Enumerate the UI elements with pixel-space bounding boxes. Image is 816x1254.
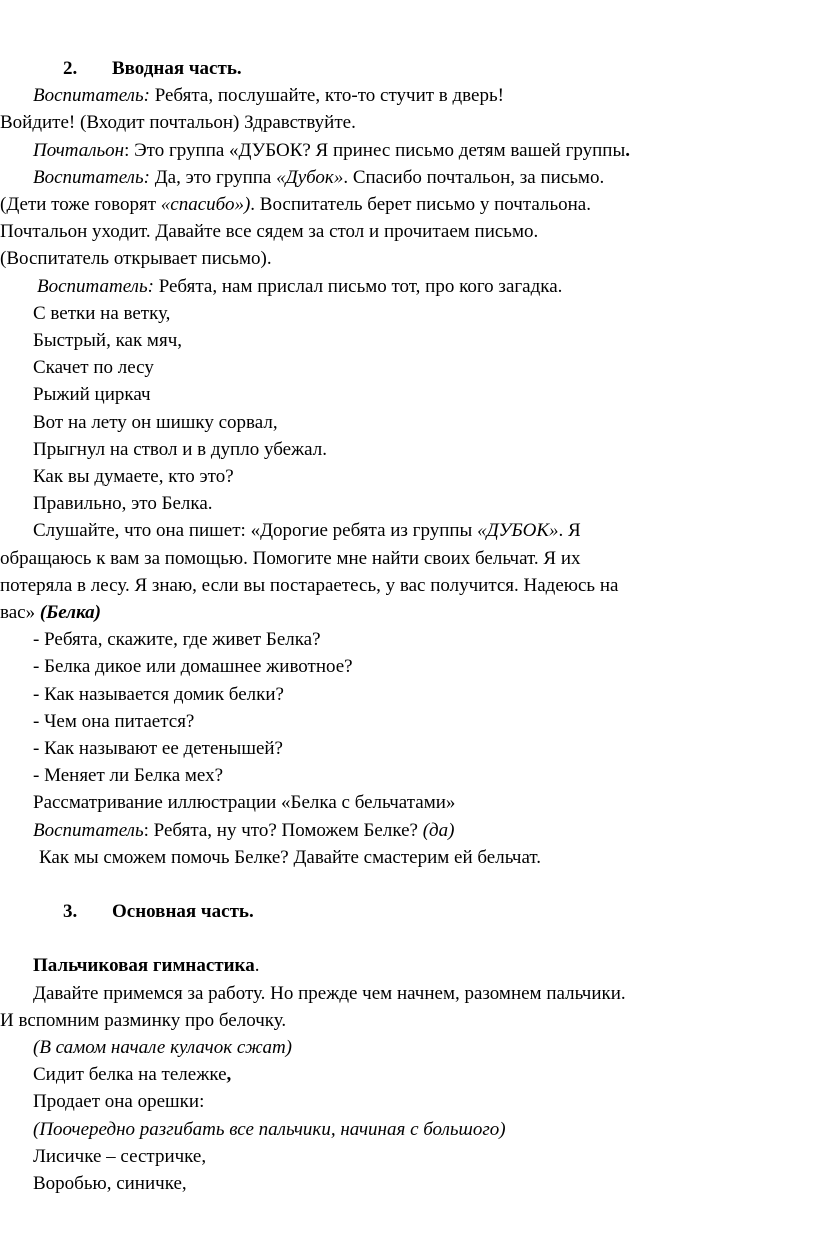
paragraph-line — [0, 273, 816, 300]
paragraph-line — [0, 245, 816, 272]
riddle-line: Быстрый, как мяч, — [33, 330, 183, 352]
speaker-label: Воспитатель — [33, 819, 144, 841]
list-item: - Меняет ли Белка мех? — [33, 765, 224, 787]
section-3-heading — [0, 898, 816, 925]
line-text: : Это группа «ДУБОК? Я принес письмо детям вашей группы — [124, 139, 626, 161]
riddle-line: Как вы думаете, кто это? — [33, 466, 234, 488]
line-text: Войдите! (Входит почтальон) Здравствуйте. — [0, 112, 356, 134]
line-text: . Я — [558, 520, 581, 542]
riddle-block — [0, 300, 816, 518]
questions-list — [0, 626, 816, 789]
list-item: - Чем она питается? — [33, 710, 195, 732]
verse-line: Лисичке – сестричке, — [33, 1145, 207, 1167]
verse-line — [0, 1061, 816, 1088]
section-3-title: Основная часть. — [112, 901, 254, 923]
line-text: : Ребята, ну что? Поможем Белке? — [143, 819, 423, 841]
line-text: вас» — [0, 602, 40, 624]
paragraph-line: Давайте примемся за работу. Но прежде чем начнем, разомнем пальчики. — [33, 982, 626, 1004]
paragraph-line — [0, 817, 816, 844]
line-text: (Поочередно разгибать все пальчики, начиная с большого) — [33, 1118, 506, 1140]
riddle-line: Вот на лету он шишку сорвал, — [33, 411, 278, 433]
riddle-line: Рыжий циркач — [33, 384, 151, 406]
list-item: - Белка дикое или домашнее животное? — [33, 656, 353, 678]
line-text: . — [625, 139, 630, 161]
instruction-note — [0, 1034, 816, 1061]
section-3-number: 3. — [63, 901, 78, 923]
riddle-line: Скачет по лесу — [33, 357, 154, 379]
spacer — [0, 871, 816, 898]
line-text: Ребята, послушайте, кто-то стучит в дверь! — [149, 85, 504, 107]
section-2-number: 2. — [63, 58, 78, 79]
paragraph-line: потеряла в лесу. Я знаю, если вы постараетесь, у вас получится. Надеюсь на — [0, 574, 619, 596]
speaker-label: Почтальон — [33, 139, 125, 161]
paragraph-line — [0, 218, 816, 245]
paragraph-line — [0, 599, 816, 626]
riddle-line: Прыгнул на ствол и в дупло убежал. — [33, 438, 328, 460]
line-text: (В самом начале кулачок сжат) — [33, 1036, 293, 1058]
line-text: «Дубок» — [276, 166, 344, 188]
gymnastics-heading — [0, 952, 816, 979]
signature-text: (Белка) — [39, 602, 101, 624]
verse-line: Воробью, синичке, — [33, 1172, 187, 1194]
letter-block — [0, 517, 816, 626]
paragraph-line: И вспомним разминку про белочку. — [0, 1009, 287, 1031]
gymnastics-title: Пальчиковая гимнастика — [33, 955, 255, 977]
paragraph-line — [0, 137, 816, 164]
line-text: (Дети тоже говорят — [0, 194, 161, 216]
line-text: . Воспитатель берет письмо у почтальона. — [250, 194, 591, 216]
paragraph-line — [0, 109, 816, 136]
paragraph-line: обращаюсь к вам за помощью. Помогите мне найти своих бельчат. Я их — [0, 547, 581, 569]
spacer — [0, 925, 816, 952]
line-text: (да) — [422, 819, 455, 841]
instruction-note — [0, 1116, 816, 1143]
line-text: . — [254, 955, 260, 977]
line-text: (Воспитатель открывает письмо). — [0, 248, 272, 270]
section-2-heading — [0, 55, 816, 82]
line-text: Слушайте, что она пишет: «Дорогие ребята из группы — [33, 520, 478, 542]
verse-line: Продает она орешки: — [33, 1091, 205, 1113]
paragraph-line — [0, 164, 816, 191]
speaker-label: Воспитатель: — [37, 275, 154, 297]
line-text: «ДУБОК» — [477, 520, 559, 542]
line-text: . Спасибо почтальон, за письмо. — [343, 166, 605, 188]
line-text: Да, это группа — [149, 166, 277, 188]
riddle-line: С ветки на ветку, — [33, 302, 171, 324]
section-2-title: Вводная часть. — [112, 58, 242, 79]
line-text: Ребята, нам прислал письмо тот, про кого загадка. — [153, 275, 563, 297]
riddle-line: Правильно, это Белка. — [33, 493, 213, 515]
list-item: - Как называют ее детенышей? — [33, 738, 283, 760]
speaker-label: Воспитатель: — [33, 166, 150, 188]
line-text: Сидит белка на тележке — [33, 1064, 227, 1086]
line-text: «спасибо») — [160, 194, 251, 216]
line-text: , — [226, 1064, 232, 1086]
paragraph-line — [0, 191, 816, 218]
list-item: - Как называется домик белки? — [33, 683, 284, 705]
list-item: - Ребята, скажите, где живет Белка? — [33, 629, 321, 651]
paragraph-line: Рассматривание иллюстрации «Белка с бельчатами» — [33, 792, 456, 814]
speaker-label: Воспитатель: — [33, 85, 150, 107]
paragraph-line — [0, 82, 816, 109]
paragraph-line: Как мы сможем помочь Белке? Давайте смастерим ей бельчат. — [39, 846, 542, 868]
line-text: Почтальон уходит. Давайте все сядем за стол и прочитаем письмо. — [0, 221, 539, 243]
paragraph-line — [0, 517, 816, 544]
